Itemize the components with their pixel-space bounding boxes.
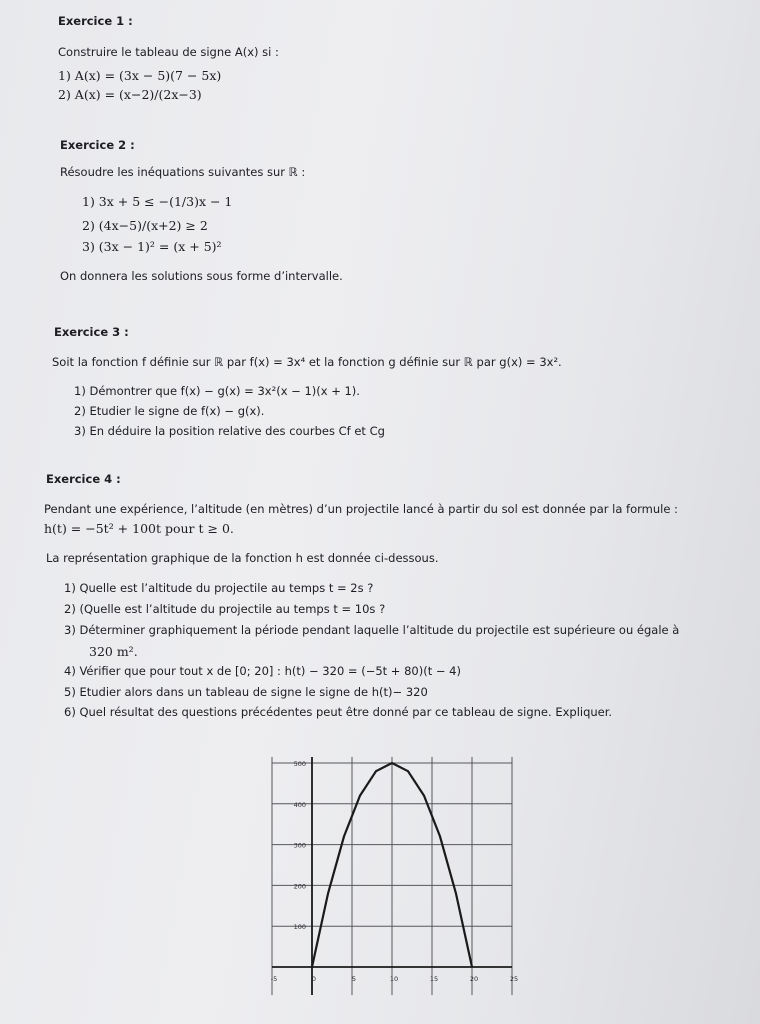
ex4-question-5: 5) Etudier alors dans un tableau de signe le signe de h(t)− 320 [64,685,428,699]
y-tick-label: 500 [293,760,306,768]
ex4-question-1: 1) Quelle est l’altitude du projectile au temps t = 2s ? [64,581,374,595]
x-tick-label: -5 [270,975,278,983]
x-tick-label: 20 [469,975,479,983]
ex1-instruction: Construire le tableau de signe A(x) si : [58,45,279,59]
y-tick-label: 300 [293,841,306,850]
ex4-question-4: 4) Vérifier que pour tout x de [0; 20] : h(t) − 320 = (−5t + 80)(t − 4) [64,664,461,678]
ex1-item-2: 2) A(x) = (x−2)/(2x−3) [58,87,202,102]
ex4-intro-1: Pendant une expérience, l’altitude (en mètres) d’un projectile lancé à partir du sol est donnée par la formule : [44,502,678,516]
ex4-question-6: 6) Quel résultat des questions précédentes peut être donné par ce tableau de signe. Expliquer. [64,705,613,719]
ex2-item-1: 1) 3x + 5 ≤ −(1/3)x − 1 [82,194,233,209]
ex1-title: Exercice 1 : [58,14,133,28]
ex1-item-1: 1) A(x) = (3x − 5)(7 − 5x) [58,68,222,83]
chart-x-ticks [271,975,518,983]
x-tick-label: 10 [389,975,399,983]
x-tick-label: 0 [311,975,317,983]
chart-grid [272,757,512,995]
x-tick-label: 15 [429,975,439,983]
altitude-chart [262,745,522,1013]
ex2-item-3: 3) (3x − 1)² = (x + 5)² [82,239,222,254]
ex2-instruction: Résoudre les inéquations suivantes sur ℝ : [60,165,306,179]
y-tick-label: 200 [293,882,306,891]
ex2-item-2: 2) (4x−5)/(x+2) ≥ 2 [82,218,208,233]
ex2-title: Exercice 2 : [60,138,135,152]
ex3-item-2: 2) Etudier le signe de f(x) − g(x). [74,404,265,418]
ex4-title: Exercice 4 : [46,472,121,486]
x-tick-label: 25 [509,975,519,983]
chart-y-ticks [294,760,306,931]
ex4-question-3: 3) Déterminer graphiquement la période pendant laquelle l’altitude du projectile est supérieure ou égale à [64,623,680,637]
ex2-note: On donnera les solutions sous forme d’intervalle. [60,269,343,283]
ex4-question-3-cont: 320 m². [89,644,138,659]
ex3-title: Exercice 3 : [54,325,129,339]
ex3-intro: Soit la fonction f définie sur ℝ par f(x) = 3x⁴ et la fonction g définie sur ℝ par g(x) = 3x². [52,355,562,369]
ex3-item-1: 1) Démontrer que f(x) − g(x) = 3x²(x − 1)(x + 1). [74,384,360,398]
x-tick-label: 5 [351,975,357,983]
y-tick-label: 100 [293,923,306,932]
y-tick-label: 400 [293,800,306,809]
ex4-intro-2: La représentation graphique de la fonction h est donnée ci-dessous. [46,551,439,565]
ex4-formula: h(t) = −5t² + 100t pour t ≥ 0. [44,521,234,536]
ex3-item-3: 3) En déduire la position relative des courbes Cf et Cg [74,424,385,438]
ex4-question-2: 2) (Quelle est l’altitude du projectile au temps t = 10s ? [64,602,386,616]
